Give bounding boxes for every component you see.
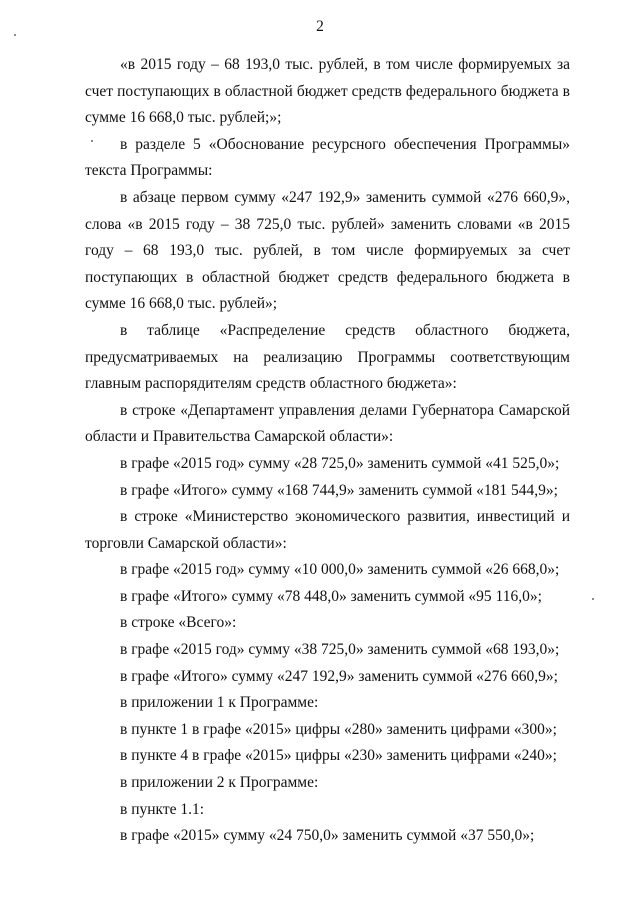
paragraph: «в 2015 году – 68 193,0 тыс. рублей, в том числе формируемых за счет поступающих в областной бюджет средств федерального бюджета в сумме 16 668,0 тыс. рублей;»; [85,56,570,127]
document-body [85,52,570,850]
paragraph: в графе «2015 год» сумму «10 000,0» заменить суммой «26 668,0»; [120,561,560,579]
paragraph: в пункте 1.1: [120,800,205,818]
paragraph: в графе «Итого» сумму «78 448,0» заменить суммой «95 116,0»; [120,587,542,605]
paragraph: в графе «Итого» сумму «247 192,9» заменить суммой «276 660,9»; [120,667,558,685]
scan-speck [592,598,594,600]
paragraph: в графе «2015 год» сумму «38 725,0» заменить суммой «68 193,0»; [120,641,560,659]
paragraph: в строке «Министерство экономического развития, инвестиций и торговли Самарской области»: [85,508,570,552]
paragraph: в разделе 5 «Обоснование ресурсного обеспечения Программы» текста Программы: [85,135,570,180]
paragraph: в пункте 1 в графе «2015» цифры «280» заменить цифрами «300»; [120,720,557,738]
paragraph: в строке «Всего»: [120,614,237,632]
paragraph: в приложении 2 к Программе: [120,774,319,792]
paragraph: в графе «Итого» сумму «168 744,9» заменить суммой «181 544,9»; [120,481,558,499]
scan-speck [14,34,16,36]
paragraph: в строке «Департамент управления делами Губернатора Самарской области и Правительства Самарской области»: [85,401,570,446]
paragraph: в приложении 1 к Программе: [120,694,319,712]
paragraph: в графе «2015 год» сумму «28 725,0» заменить суммой «41 525,0»; [120,454,560,472]
scan-speck [91,140,93,142]
paragraph: в графе «2015» сумму «24 750,0» заменить суммой «37 550,0»; [120,827,535,845]
page-number: 2 [316,18,324,35]
paragraph: в таблице «Распределение средств областного бюджета, предусматриваемых на реализацию Программы соответствующим главным распорядителям средств областного бюджета»: [85,321,570,393]
paragraph: в абзаце первом сумму «247 192,9» заменить суммой «276 660,9», слова «в 2015 году – 38 725,0 тыс. рублей» заменить словами «в 2015 году – 68 193,0 тыс. рублей, в том числе формируемых за счет поступающих в областной бюджет средств федерального бюджета в сумме 16 668,0 тыс. рублей»; [85,188,570,313]
paragraph: в пункте 4 в графе «2015» цифры «230» заменить цифрами «240»; [120,747,557,765]
